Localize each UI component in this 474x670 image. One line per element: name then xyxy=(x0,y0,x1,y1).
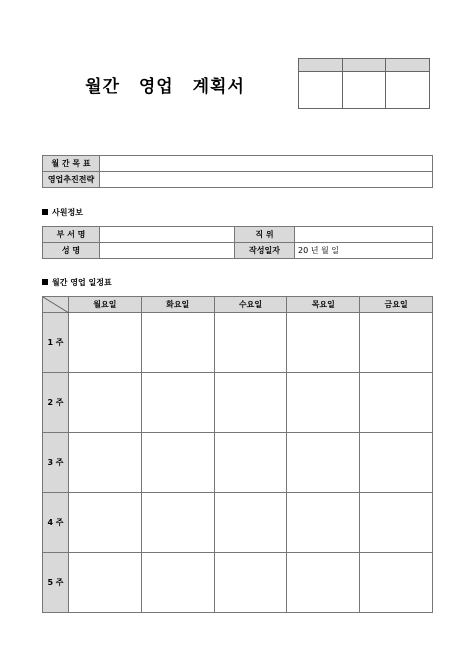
staff-section-title: 사원정보 xyxy=(52,208,83,217)
approval-box xyxy=(298,58,430,109)
schedule-cell[interactable] xyxy=(141,553,214,613)
schedule-cell[interactable] xyxy=(214,433,287,493)
schedule-section-title: 월간 영업 일정표 xyxy=(52,278,112,287)
schedule-cell[interactable] xyxy=(214,553,287,613)
week-label-4: 4 주 xyxy=(43,493,69,553)
date-field[interactable]: 20 년 월 일 xyxy=(295,243,433,259)
schedule-cell[interactable] xyxy=(214,493,287,553)
day-header-mon: 월요일 xyxy=(69,297,142,313)
name-field[interactable] xyxy=(100,243,235,259)
schedule-cell[interactable] xyxy=(141,433,214,493)
approval-sign-cell[interactable] xyxy=(299,72,343,109)
week-label-3: 3 주 xyxy=(43,433,69,493)
week-label-1: 1 주 xyxy=(43,313,69,373)
staff-info-table xyxy=(42,226,433,259)
date-label: 작성일자 xyxy=(235,243,295,259)
department-field[interactable] xyxy=(100,227,235,243)
approval-head-cell xyxy=(342,59,386,72)
goal-label-monthly: 월 간 목 표 xyxy=(43,156,100,172)
schedule-cell[interactable] xyxy=(360,373,433,433)
week-label-2: 2 주 xyxy=(43,373,69,433)
schedule-cell[interactable] xyxy=(141,493,214,553)
square-bullet-icon xyxy=(42,209,48,215)
schedule-cell[interactable] xyxy=(360,493,433,553)
approval-sign-cell[interactable] xyxy=(342,72,386,109)
monthly-goal-field[interactable] xyxy=(100,156,433,172)
day-header-thu: 목요일 xyxy=(287,297,360,313)
schedule-cell[interactable] xyxy=(287,373,360,433)
schedule-table xyxy=(42,296,433,613)
schedule-cell[interactable] xyxy=(360,553,433,613)
schedule-cell[interactable] xyxy=(69,313,142,373)
strategy-field[interactable] xyxy=(100,172,433,188)
schedule-cell[interactable] xyxy=(69,373,142,433)
week-label-5: 5 주 xyxy=(43,553,69,613)
staff-section-heading xyxy=(42,207,83,218)
schedule-cell[interactable] xyxy=(214,313,287,373)
schedule-cell[interactable] xyxy=(287,313,360,373)
diagonal-line-icon xyxy=(43,297,69,313)
schedule-cell[interactable] xyxy=(141,373,214,433)
schedule-cell[interactable] xyxy=(214,373,287,433)
goal-table xyxy=(42,155,433,188)
schedule-cell[interactable] xyxy=(69,553,142,613)
day-header-fri: 금요일 xyxy=(360,297,433,313)
document-title: 월간 영업 계획서 xyxy=(85,77,245,97)
department-label: 부 서 명 xyxy=(43,227,100,243)
approval-head-cell xyxy=(299,59,343,72)
day-header-tue: 화요일 xyxy=(141,297,214,313)
square-bullet-icon xyxy=(42,279,48,285)
schedule-cell[interactable] xyxy=(287,553,360,613)
position-label: 직 위 xyxy=(235,227,295,243)
schedule-cell[interactable] xyxy=(287,433,360,493)
schedule-cell[interactable] xyxy=(287,493,360,553)
position-field[interactable] xyxy=(295,227,433,243)
approval-head-cell xyxy=(386,59,430,72)
schedule-cell[interactable] xyxy=(360,313,433,373)
schedule-cell[interactable] xyxy=(69,433,142,493)
name-label: 성 명 xyxy=(43,243,100,259)
goal-label-strategy: 영업추진전략 xyxy=(43,172,100,188)
approval-sign-cell[interactable] xyxy=(386,72,430,109)
schedule-cell[interactable] xyxy=(360,433,433,493)
corner-cell xyxy=(43,297,69,313)
day-header-wed: 수요일 xyxy=(214,297,287,313)
schedule-cell[interactable] xyxy=(141,313,214,373)
schedule-cell[interactable] xyxy=(69,493,142,553)
schedule-section-heading xyxy=(42,277,112,288)
